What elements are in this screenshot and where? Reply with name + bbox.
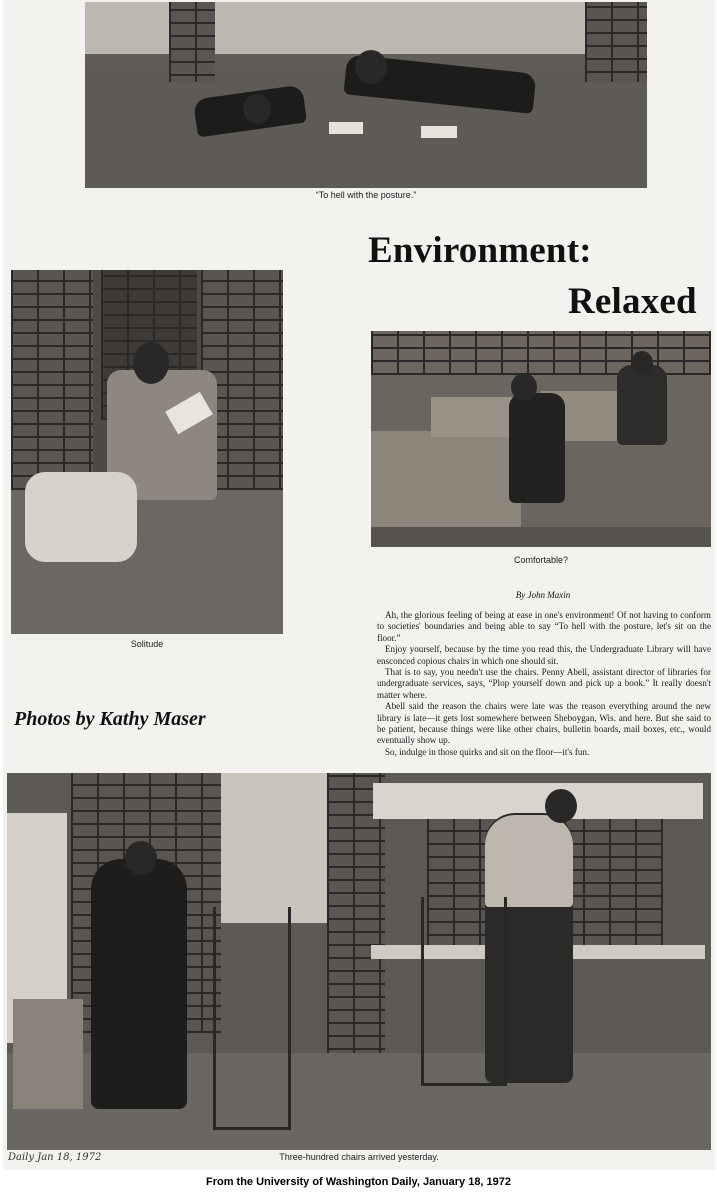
photo-comfortable	[371, 331, 711, 547]
headline-line-2: Relaxed	[568, 281, 697, 322]
bottom-photo-caption: Three-hundred chairs arrived yesterday.	[279, 1152, 439, 1162]
photo-students-on-floor	[85, 2, 647, 188]
source-footer: From the University of Washington Daily, January 18, 1972	[205, 1176, 512, 1188]
top-photo-caption: “To hell with the posture.”	[315, 190, 417, 200]
photo-student-head	[511, 373, 537, 401]
photo-carpet-floor	[371, 527, 711, 547]
photo-worker-shirt	[485, 815, 573, 907]
article-paragraph: Abell said the reason the chairs were late was the reason everything around the new library is late—it gets lost somewhere between Sheboygan, Wis. and here. But she said to be patient, because things were like other chairs, bulletin boards, mail boxes, etc., would eventually show up.	[377, 701, 711, 746]
photo-seated-student	[509, 393, 565, 503]
photo-seated-student	[617, 365, 667, 445]
article-byline: By John Maxin	[515, 590, 571, 600]
photo-student-head	[133, 342, 169, 384]
article-paragraph: Enjoy yourself, because by the time you read this, the Undergraduate Library will have ensconced copious chairs in which one should sit.	[377, 644, 711, 666]
photo-student-head	[631, 351, 653, 375]
article-paragraph: Ah, the glorious feeling of being at ease in one's environment! Of not having to conform to societies' boundaries and being able to say “To hell with the posture, let's sit on the floor.”	[377, 610, 711, 643]
article-body	[377, 610, 711, 758]
photo-hand-truck	[421, 897, 507, 1086]
photo-credit: Photos by Kathy Maser	[14, 708, 206, 730]
photo-carpet-floor	[85, 82, 647, 188]
article-paragraph: So, indulge in those quirks and sit on the floor—it's fun.	[385, 746, 590, 757]
photo-student-head	[243, 94, 271, 124]
photo-worker-bending	[91, 859, 187, 1109]
left-photo-caption: Solitude	[130, 639, 164, 649]
photo-chair	[13, 999, 83, 1109]
photo-solitude	[11, 270, 283, 634]
photo-worker-head	[125, 841, 157, 875]
article-paragraph: That is to say, you needn't use the chairs. Penny Abell, assistant director of libraries for undergraduate services, says, “Plop yourself down and pick up a book.” It really doesn't matter where.	[377, 667, 711, 700]
photo-study-carrel	[371, 431, 521, 536]
photo-hand-truck	[213, 907, 291, 1130]
photo-window-light	[221, 773, 327, 923]
photo-student-head	[355, 50, 387, 84]
photo-brick-column	[11, 270, 93, 490]
photo-book	[421, 126, 457, 138]
photo-worker-head	[545, 789, 577, 823]
handwritten-date-note: Daily Jan 18, 1972	[8, 1152, 102, 1163]
photo-chairs-arriving	[7, 773, 711, 1150]
photo-book	[329, 122, 363, 134]
newspaper-clipping	[3, 0, 715, 1170]
photo-backpack	[25, 472, 137, 562]
headline-line-1: Environment:	[368, 230, 592, 271]
right-photo-caption: Comfortable?	[513, 555, 569, 565]
